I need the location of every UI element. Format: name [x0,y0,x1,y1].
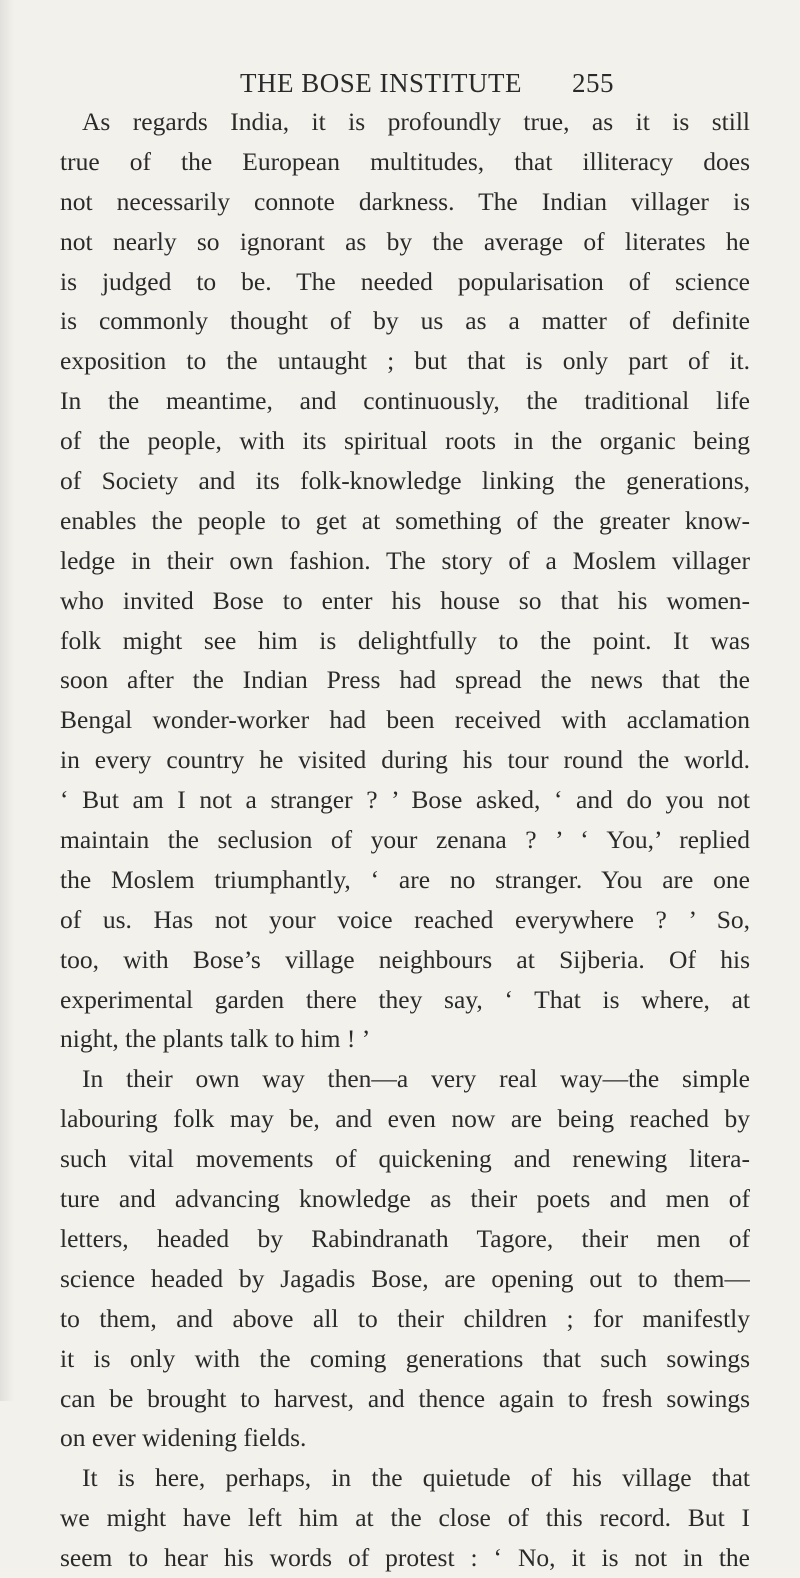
text-line: in every country he visited during his tour round the world. [60,745,750,775]
page-gutter-shadow [0,0,14,1401]
text-line: we might have left him at the close of this record. But I [60,1503,750,1533]
text-line: As regards India, it is profoundly true, as it is still [82,107,750,136]
text-line: the Moslem triumphantly, ‘ are no stranger. You are one [60,864,750,894]
running-head-title: THE BOSE INSTITUTE [240,68,522,98]
text-line: ledge in their own fashion. The story of a Moslem villager [60,545,750,575]
text-line: of Society and its folk-knowledge linking the generations, [60,466,750,496]
text-line: not necessarily connote darkness. The Indian villager is [60,186,750,216]
text-line: maintain the seclusion of your zenana ? ’ ‘ You,’ replied [60,825,750,855]
text-line: folk might see him is delightfully to the point. It was [60,625,750,655]
text-line: letters, headed by Rabindranath Tagore, their men of [60,1223,750,1253]
text-line: is commonly thought of by us as a matter of definite [60,306,750,336]
text-line: ‘ But am I not a stranger ? ’ Bose asked, ‘ and do you not [60,785,750,815]
text-line: In the meantime, and continuously, the traditional life [60,386,750,416]
text-line: enables the people to get at something of the greater know- [60,505,750,535]
text-line: In their own way then—a very real way—the simple [82,1064,750,1094]
body-text [60,102,750,1578]
text-line: who invited Bose to enter his house so that his women- [60,585,750,615]
text-line: on ever widening fields. [60,1423,307,1453]
text-line: is judged to be. The needed popularisation of science [60,266,750,296]
text-line: soon after the Indian Press had spread the news that the [60,665,750,695]
text-line: not nearly so ignorant as by the average of literates he [60,226,750,256]
text-line: exposition to the untaught ; but that is only part of it. [60,346,750,376]
text-line: of us. Has not your voice reached everywhere ? ’ So, [60,904,750,934]
text-line: It is here, perhaps, in the quietude of his village that [82,1463,750,1493]
text-line: ture and advancing knowledge as their poets and men of [60,1184,750,1214]
text-line: such vital movements of quickening and renewing litera- [60,1144,750,1174]
text-line: true of the European multitudes, that illiteracy does [60,146,750,176]
text-line: can be brought to harvest, and thence again to fresh sowings [60,1383,750,1413]
text-line: experimental garden there they say, ‘ That is where, at [60,984,750,1014]
text-line: Bengal wonder-worker had been received with acclamation [60,705,750,735]
text-line: it is only with the coming generations that such sowings [60,1343,750,1373]
page-number: 255 [572,68,614,98]
text-line: night, the plants talk to him ! ’ [60,1024,371,1054]
text-line: of the people, with its spiritual roots in the organic being [60,426,750,456]
text-line: seem to hear his words of protest : ‘ No, it is not in the [60,1543,750,1573]
running-head [240,66,740,100]
text-line: science headed by Jagadis Bose, are opening out to them— [60,1263,750,1293]
text-line: too, with Bose’s village neighbours at Sijberia. Of his [60,944,750,974]
text-line: to them, and above all to their children ; for manifestly [60,1303,750,1333]
text-line: labouring folk may be, and even now are being reached by [60,1104,750,1134]
